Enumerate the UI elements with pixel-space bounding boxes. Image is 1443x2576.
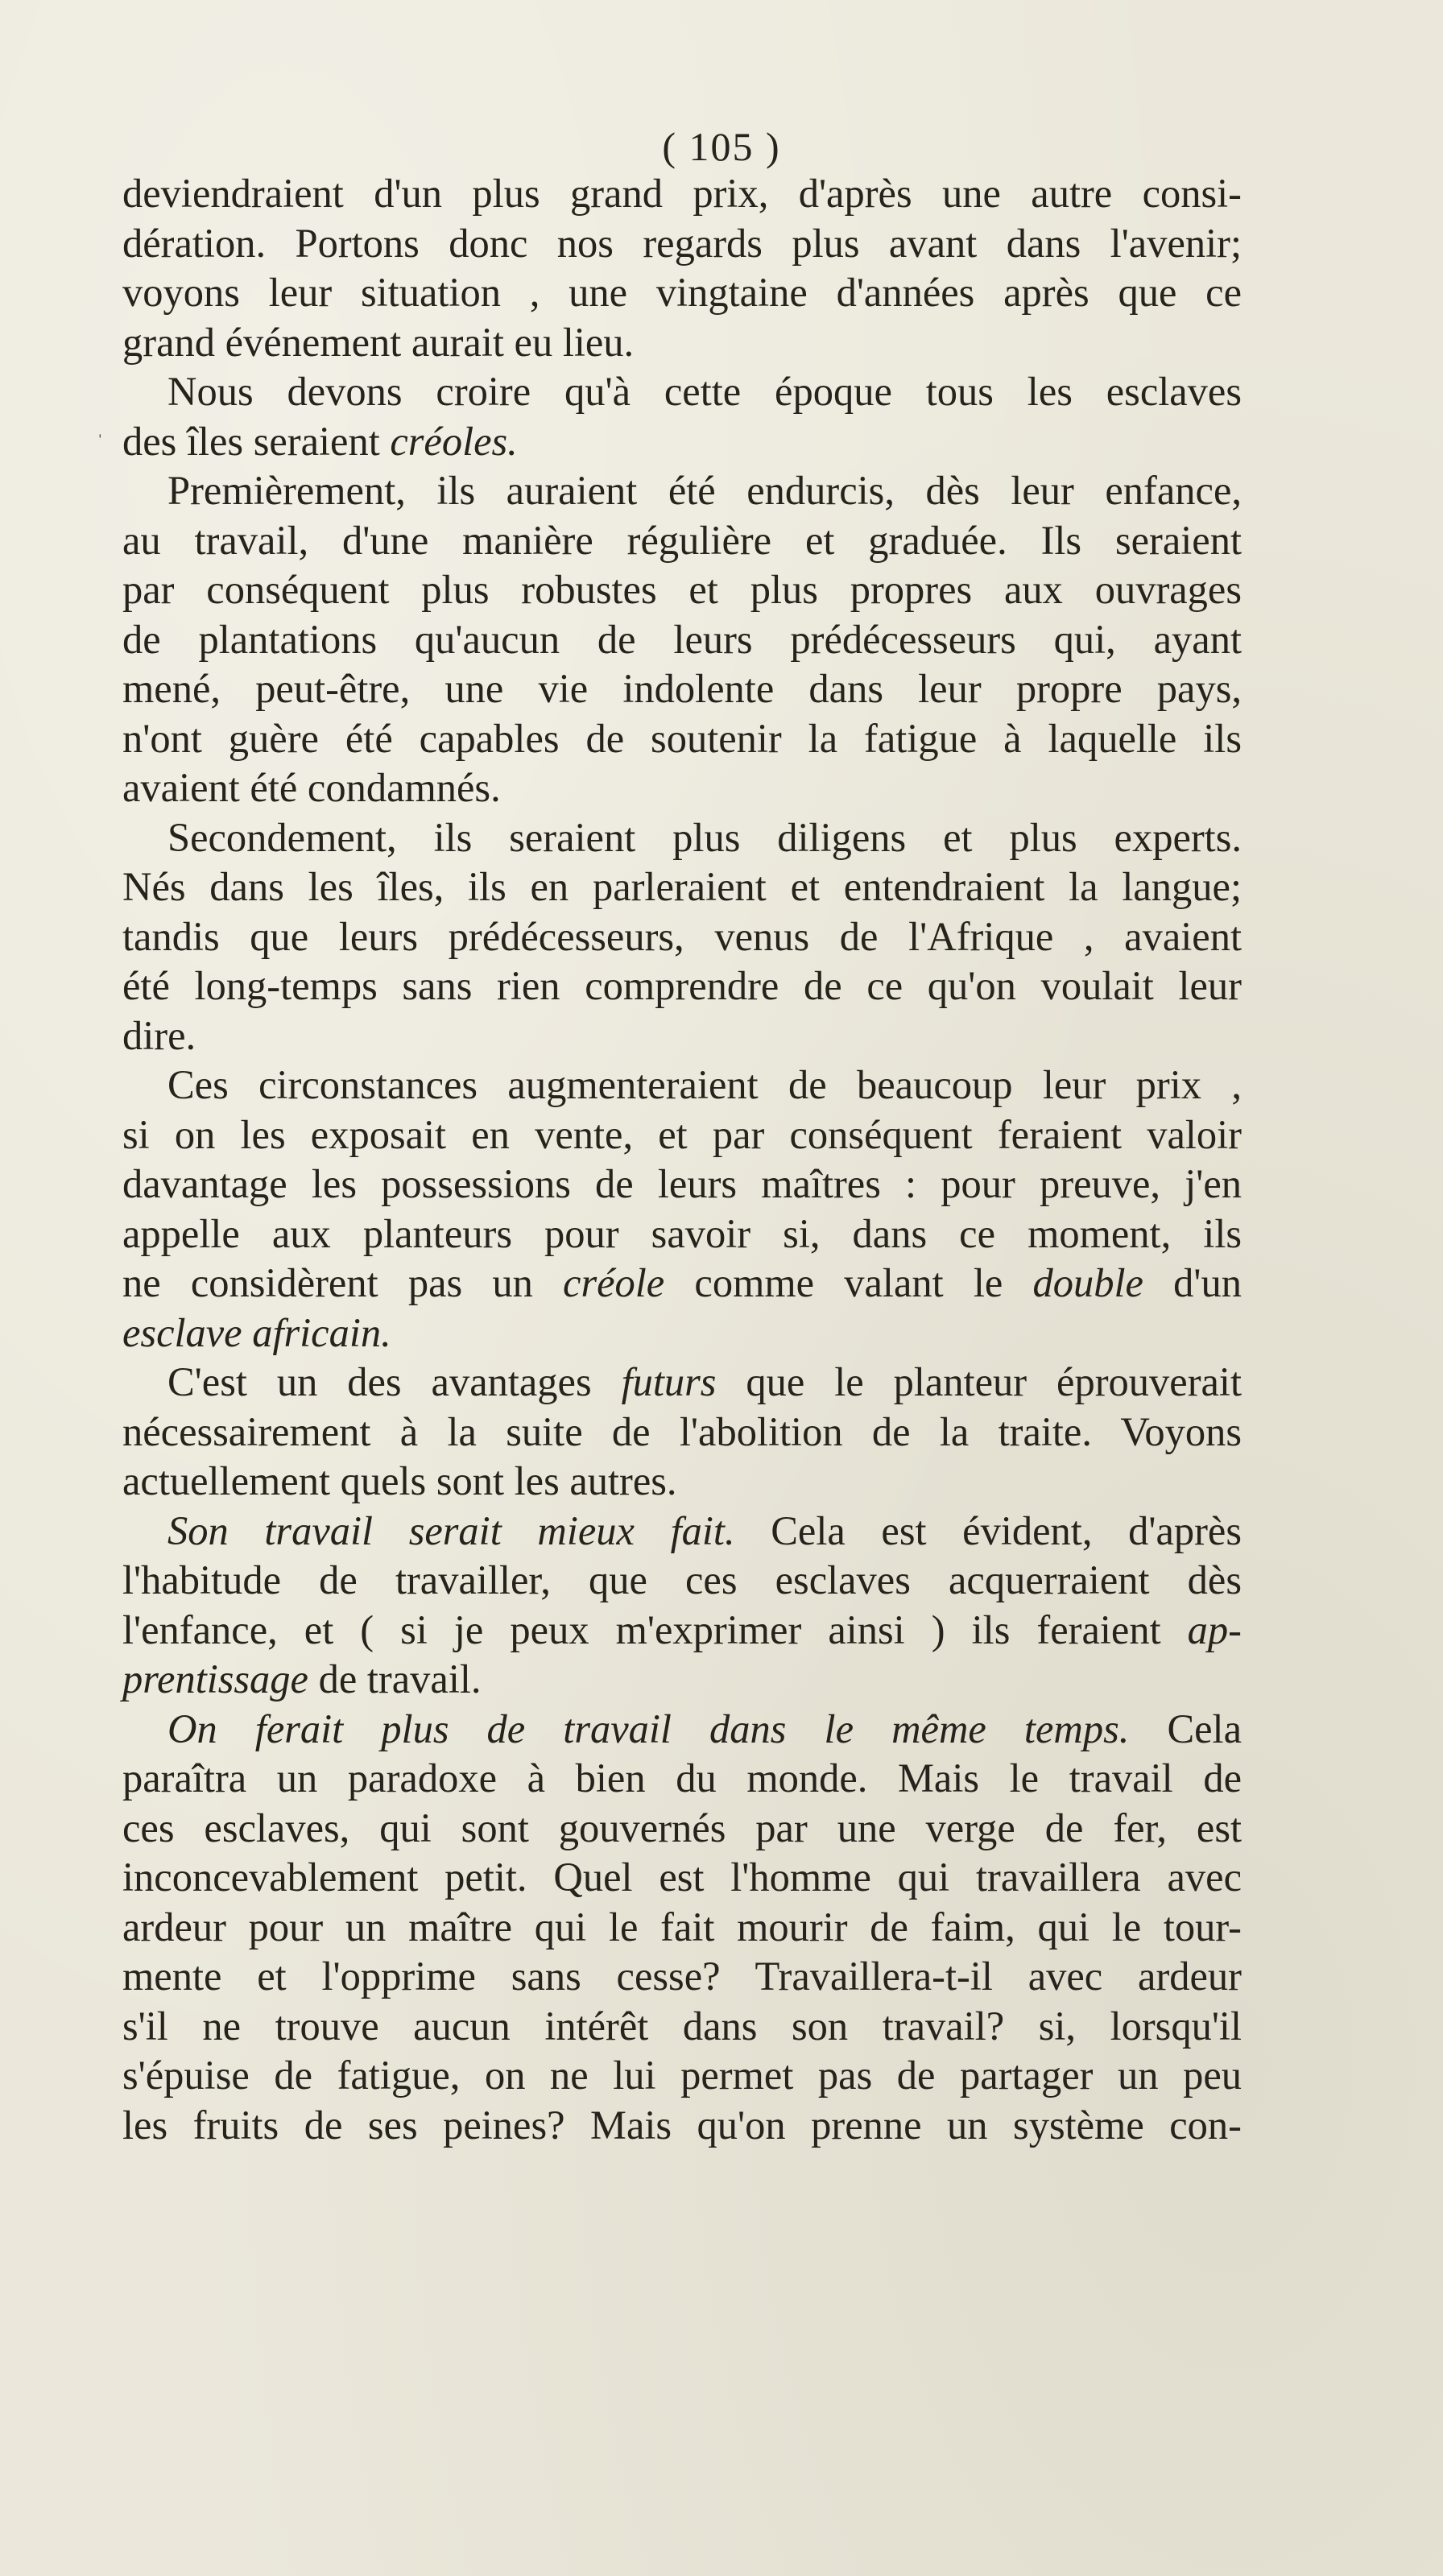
text-run: dération. Portons donc nos regards plus avant dans l'avenir; [122,220,1242,266]
text-line [122,813,1242,863]
italic-text: créoles. [390,418,518,464]
text-line [122,417,1242,467]
text-line [122,1160,1242,1209]
text-line [122,714,1242,764]
text-line [122,2101,1242,2151]
text-run: deviendraient d'un plus grand prix, d'après une autre consi- [122,171,1242,216]
text-line [122,2051,1242,2101]
text-run: l'enfance, et ( si je peux m'exprimer ainsi ) ils feraient [122,1606,1188,1652]
text-run: Cela [1129,1706,1242,1751]
text-run: des îles seraient [122,418,391,464]
text-line [122,862,1242,912]
italic-text: On ferait plus de travail dans le même temps. [167,1706,1130,1751]
text-line [122,1309,1242,1358]
text-line [122,763,1242,813]
text-run: Cela est évident, d'après [734,1507,1242,1553]
text-run: avaient été condamnés. [122,765,501,810]
text-run: de travail. [308,1656,482,1701]
text-run: inconcevablement petit. Quel est l'homme qui travaillera avec [122,1854,1242,1900]
text-run: actuellement quels sont les autres. [122,1458,677,1503]
text-line [122,1507,1242,1557]
text-run: appelle aux planteurs pour savoir si, dans ce moment, ils [122,1210,1242,1256]
text-run: si on les exposait en vente, et par conséquent feraient valoir [122,1111,1242,1157]
text-run: d'un [1143,1260,1242,1305]
text-run: nécessairement à la suite de l'abolition de la traite. Voyons [122,1408,1242,1454]
text-run: tandis que leurs prédécesseurs, venus de l'Afrique , avaient [122,913,1242,959]
text-run: mené, peut-être, une vie indolente dans leur propre pays, [122,666,1242,711]
text-line [122,2002,1242,2052]
italic-text: prentissage [122,1656,308,1701]
text-line [122,1754,1242,1804]
text-run: davantage les possessions de leurs maîtres : pour preuve, j'en [122,1161,1242,1206]
text-run: Secondement, ils seraient plus diligens et plus experts. [167,814,1242,860]
text-run: Nés dans les îles, ils en parleraient et entendraient la langue; [122,864,1242,909]
italic-text: futurs [621,1359,717,1404]
text-line [122,1061,1242,1110]
text-run: par conséquent plus robustes et plus propres aux ouvrages [122,567,1242,612]
text-line [122,1853,1242,1903]
page-number: ( 105 ) [662,124,781,169]
text-run: comme valant le [664,1260,1033,1305]
text-run: voyons leur situation , une vingtaine d'années après que ce [122,270,1242,315]
text-line [122,565,1242,615]
text-line [122,615,1242,665]
text-line [122,367,1242,417]
text-line [122,1606,1242,1656]
text-line [122,516,1242,566]
text-run: dire. [122,1012,196,1058]
text-line [122,219,1242,269]
text-line [122,1358,1242,1408]
text-line [122,1705,1242,1755]
text-line [122,268,1242,318]
text-line [122,912,1242,962]
text-run: s'il ne trouve aucun intérêt dans son travail? si, lorsqu'il [122,2003,1242,2049]
text-run: s'épuise de fatigue, on ne lui permet pas de partager un peu [122,2053,1242,2098]
italic-text: créole [563,1260,665,1305]
text-line [122,466,1242,516]
body-text [122,169,1242,2150]
text-line [122,1903,1242,1953]
text-run: été long-temps sans rien comprendre de ce qu'on voulait leur [122,963,1242,1008]
text-line [122,1259,1242,1309]
text-line [122,318,1242,368]
text-run: de plantations qu'aucun de leurs prédécesseurs qui, ayant [122,616,1242,662]
text-line [122,1209,1242,1259]
text-run: Nous devons croire qu'à cette époque tous les esclaves [167,369,1242,414]
text-run: au travail, d'une manière régulière et graduée. Ils seraient [122,517,1242,563]
text-line [122,1011,1242,1061]
text-line [122,1804,1242,1854]
text-line [122,169,1242,219]
margin-speck: ˌ [97,415,104,438]
text-run: les fruits de ses peines? Mais qu'on prenne un système con- [122,2102,1242,2148]
text-run: Premièrement, ils auraient été endurcis, dès leur enfance, [167,468,1242,513]
text-run: grand événement aurait eu lieu. [122,319,635,365]
text-run: l'habitude de travailler, que ces esclaves acquerraient dès [122,1557,1242,1602]
text-run: paraîtra un paradoxe à bien du monde. Mais le travail de [122,1755,1242,1801]
text-line [122,1457,1242,1507]
text-run: que le planteur éprouverait [716,1359,1242,1404]
italic-text: Son travail serait mieux fait. [167,1507,735,1553]
text-line [122,1408,1242,1458]
text-line [122,1952,1242,2002]
text-line [122,664,1242,714]
text-line [122,1556,1242,1606]
text-run: n'ont guère été capables de soutenir la fatigue à laquelle ils [122,715,1242,761]
text-run: Ces circonstances augmenteraient de beaucoup leur prix , [167,1062,1242,1107]
italic-text: double [1032,1260,1143,1305]
text-line [122,961,1242,1011]
text-run: ardeur pour un maître qui le fait mourir de faim, qui le tour- [122,1904,1242,1950]
italic-text: esclave africain. [122,1309,391,1355]
text-line [122,1110,1242,1160]
text-line [122,1655,1242,1705]
text-run: ces esclaves, qui sont gouvernés par une verge de fer, est [122,1805,1242,1850]
text-run: ne considèrent pas un [122,1260,564,1305]
italic-text: ap- [1187,1606,1242,1652]
text-run: C'est un des avantages [167,1359,622,1404]
text-run: mente et l'opprime sans cesse? Travaillera-t-il avec ardeur [122,1954,1242,1999]
